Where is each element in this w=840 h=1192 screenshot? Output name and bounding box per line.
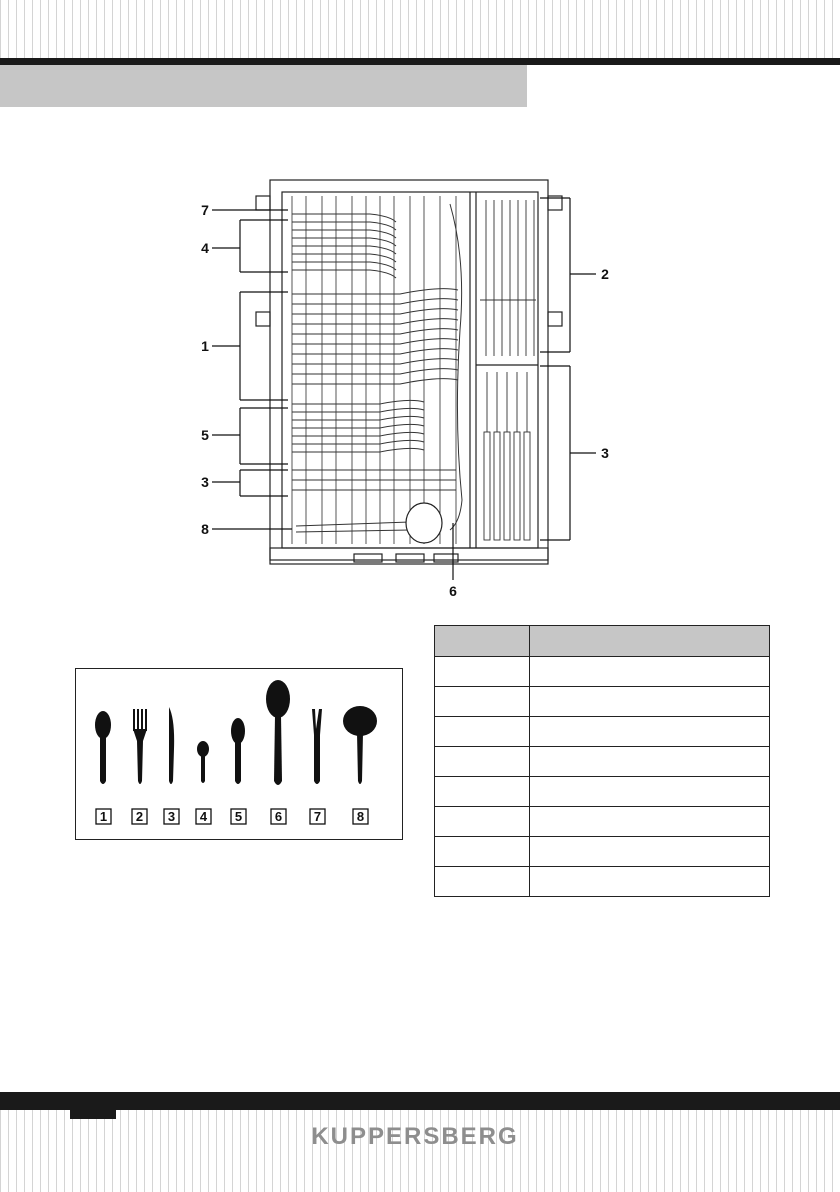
serving-spoon-icon <box>266 680 290 785</box>
table-row <box>435 867 770 897</box>
table-cell <box>530 747 770 777</box>
rack-callout-3-right: 3 <box>601 445 609 461</box>
table-cell <box>435 807 530 837</box>
table-cell <box>530 717 770 747</box>
cutlery-number-3: 3 <box>167 809 176 824</box>
page-tab-marker <box>70 1110 116 1119</box>
cutlery-number-5: 5 <box>234 809 243 824</box>
legend-table <box>434 625 770 897</box>
rack-callout-6: 6 <box>449 583 457 599</box>
cutlery-silhouettes <box>76 669 402 839</box>
ladle-icon <box>343 706 377 784</box>
rack-callout-2: 2 <box>601 266 609 282</box>
rack-callout-7: 7 <box>201 202 209 218</box>
rack-callout-4: 4 <box>201 240 209 256</box>
table-cell <box>530 777 770 807</box>
rack-callout-3-left: 3 <box>201 474 209 490</box>
table-cell <box>530 867 770 897</box>
table-header-cell <box>435 626 530 657</box>
dessert-spoon-icon <box>95 711 111 784</box>
table-row <box>435 777 770 807</box>
rack-callout-1: 1 <box>201 338 209 354</box>
table-cell <box>435 717 530 747</box>
table-cell <box>435 687 530 717</box>
table-row <box>435 747 770 777</box>
table-row <box>435 717 770 747</box>
cutlery-number-1: 1 <box>99 809 108 824</box>
rack-callout-8: 8 <box>201 521 209 537</box>
table-cell <box>435 657 530 687</box>
table-row <box>435 807 770 837</box>
knife-icon <box>169 707 174 784</box>
table-cell <box>530 687 770 717</box>
cutlery-type-box <box>75 668 403 840</box>
fork-icon <box>133 709 147 784</box>
spoon-icon <box>231 718 245 784</box>
table-cell <box>530 807 770 837</box>
carving-fork-icon <box>312 709 322 784</box>
table-cell <box>435 837 530 867</box>
cutlery-number-7: 7 <box>313 809 322 824</box>
table-cell <box>530 657 770 687</box>
rack-callout-5: 5 <box>201 427 209 443</box>
table-row <box>435 657 770 687</box>
table-header-cell <box>530 626 770 657</box>
table-header-row <box>435 626 770 657</box>
table-cell <box>530 837 770 867</box>
table-row <box>435 837 770 867</box>
cutlery-number-4: 4 <box>199 809 208 824</box>
cutlery-number-8: 8 <box>356 809 365 824</box>
table-cell <box>435 867 530 897</box>
bottom-dark-bar <box>0 1092 840 1110</box>
table-cell <box>435 777 530 807</box>
table-row <box>435 687 770 717</box>
cutlery-number-6: 6 <box>274 809 283 824</box>
cutlery-number-2: 2 <box>135 809 144 824</box>
table-cell <box>435 747 530 777</box>
brand-logo-text: KUPPERSBERG <box>311 1123 519 1150</box>
teaspoon-icon <box>197 741 209 783</box>
